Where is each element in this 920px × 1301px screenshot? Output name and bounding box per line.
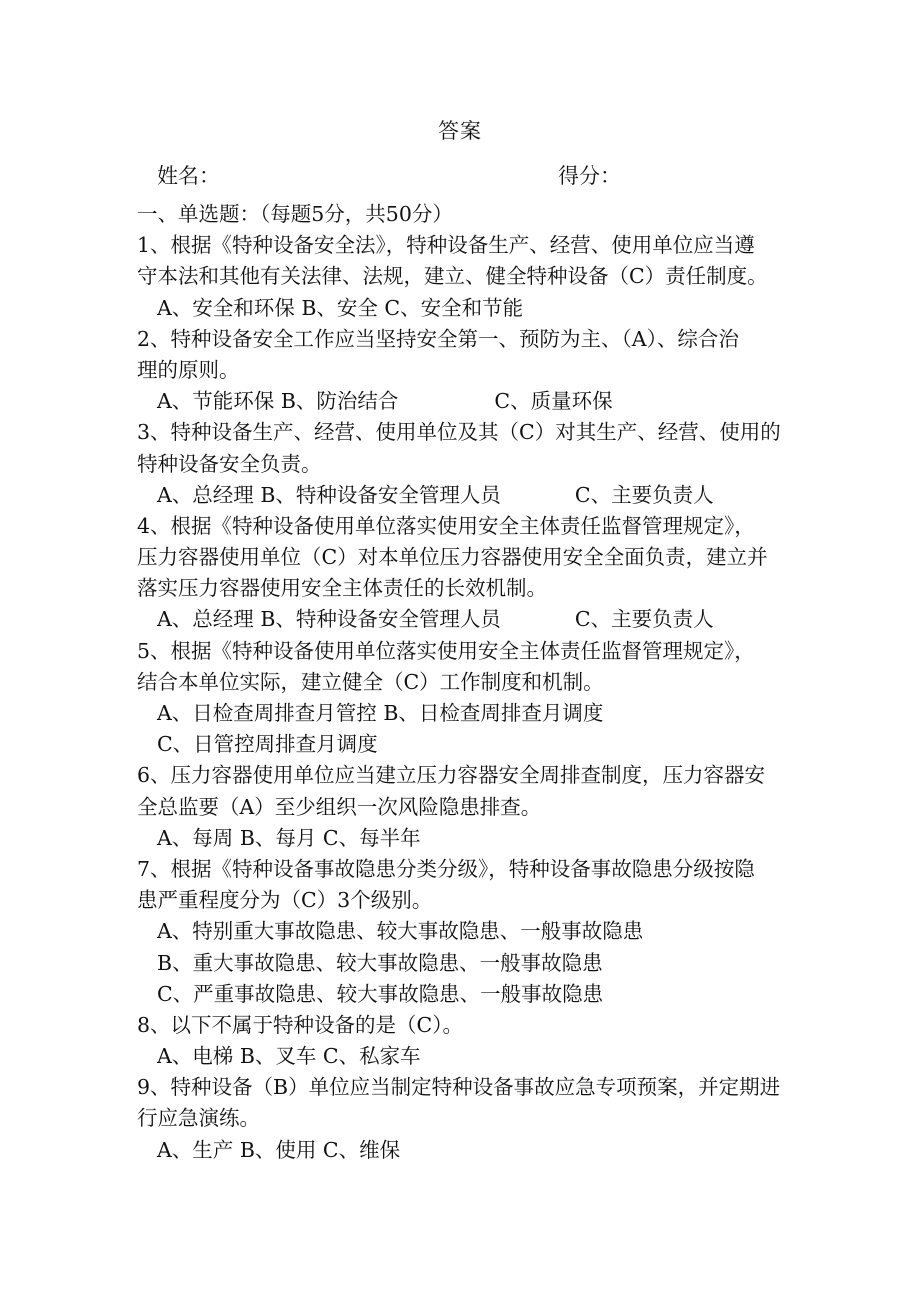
question-4-line-2: 压力容器使用单位（C）对本单位压力容器使用安全全面负责，建立并: [137, 545, 768, 570]
question-3-line-1: 3、特种设备生产、经营、使用单位及其（C）对其生产、经营、使用的: [137, 420, 781, 445]
question-5-line-1: 5、根据《特种设备使用单位落实使用安全主体责任监督管理规定》，: [137, 638, 755, 663]
question-8-line-1: 8、以下不属于特种设备的是（C）。: [137, 1012, 463, 1037]
score-label: 得分：: [558, 164, 621, 188]
question-4-options: [137, 604, 817, 635]
question-7-line-1: 7、根据《特种设备事故隐患分类分级》，特种设备事故隐患分级按隐: [137, 856, 755, 881]
question-4-line-3: 落实压力容器使用安全主体责任的长效机制。: [137, 576, 547, 601]
question-3-option-c: C、主要负责人: [574, 482, 714, 507]
question-2-line-1: 2、特种设备安全工作应当坚持安全第一、预防为主、（A）、综合治: [137, 326, 739, 351]
header-fields: [157, 161, 627, 191]
question-6-line-1: 6、压力容器使用单位应当建立压力容器安全周排查制度，压力容器安: [137, 763, 766, 788]
section-heading: 一、单选题：（每题5分，共50分）: [137, 202, 453, 226]
question-5-line-2: 结合本单位实际，建立健全（C）工作制度和机制。: [137, 669, 604, 694]
question-7-option-b: B、重大事故隐患、较大事故隐患、一般事故隐患: [157, 950, 603, 975]
question-5-options-ab: A、日检查周排查月管控 B、日检查周排查月调度: [157, 701, 604, 725]
question-9-line-1: 9、特种设备（B）单位应当制定特种设备事故应急专项预案，并定期进: [137, 1075, 781, 1100]
question-7-line-2: 患严重程度分为（C）3个级别。: [137, 888, 433, 913]
question-1-options: A、安全和环保 B、安全 C、安全和节能: [157, 295, 524, 320]
question-5-option-c: C、日管控周排查月调度: [157, 732, 378, 757]
question-4-line-1: 4、根据《特种设备使用单位落实使用安全主体责任监督管理规定》，: [137, 513, 755, 538]
question-3-options-ab: A、总经理 B、特种设备安全管理人员: [157, 482, 501, 507]
question-4-option-c: C、主要负责人: [574, 607, 714, 632]
question-list: [137, 199, 817, 1166]
name-label: 姓名：: [157, 164, 220, 188]
question-6-options: A、每周 B、每月 C、每半年: [157, 825, 421, 850]
question-6-line-2: 全总监要（A）至少组织一次风险隐患排查。: [137, 794, 542, 819]
question-2-option-c: C、质量环保: [494, 389, 613, 414]
question-2-options: [137, 386, 817, 417]
question-1-line-1: 1、根据《特种设备安全法》，特种设备生产、经营、使用单位应当遵: [137, 233, 755, 258]
question-3-options: [137, 480, 817, 511]
question-9-options: A、生产 B、使用 C、维保: [157, 1137, 401, 1162]
question-7-option-a: A、特别重大事故隐患、较大事故隐患、一般事故隐患: [157, 919, 644, 944]
question-9-line-2: 行应急演练。: [137, 1106, 260, 1131]
question-2-options-ab: A、节能环保 B、防治结合: [157, 389, 399, 414]
question-7-option-c: C、严重事故隐患、较大事故隐患、一般事故隐患: [157, 981, 604, 1006]
question-2-line-2: 理的原则。: [137, 357, 240, 382]
question-4-options-ab: A、总经理 B、特种设备安全管理人员: [157, 607, 501, 632]
page-title: 答案: [438, 119, 482, 143]
question-3-line-2: 特种设备安全负责。: [137, 451, 322, 476]
question-1-line-2: 守本法和其他有关法律、法规，建立、健全特种设备（C）责任制度。: [137, 264, 768, 289]
question-8-options: A、电梯 B、叉车 C、私家车: [157, 1044, 421, 1069]
